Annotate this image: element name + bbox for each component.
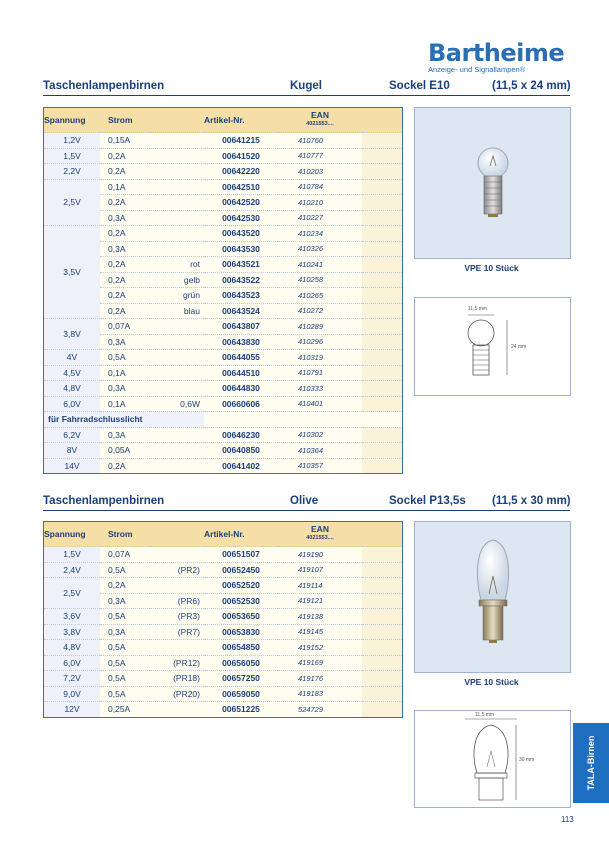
section2-table — [43, 521, 403, 718]
extra-cell — [150, 702, 204, 717]
table-row — [44, 562, 402, 578]
section2-shape: Olive — [290, 495, 319, 507]
article-cell: 00652520 — [204, 578, 278, 594]
ean-cell: 419114 — [278, 578, 362, 594]
voltage-cell: 3,8V — [44, 624, 100, 640]
section1-shape: Kugel — [290, 80, 322, 92]
extra-cell: rot — [150, 257, 204, 273]
filler-cell — [362, 365, 402, 381]
extra-cell — [150, 334, 204, 350]
article-cell: 00643520 — [204, 226, 278, 242]
filler-cell — [362, 334, 402, 350]
ean-cell: 410784 — [278, 179, 362, 195]
voltage-cell: 4,8V — [44, 381, 100, 397]
table-row — [44, 396, 402, 412]
filler-cell — [362, 257, 402, 273]
extra-cell: (PR20) — [150, 686, 204, 702]
ean-cell: 410401 — [278, 396, 362, 412]
col-article: Artikel-Nr. — [204, 522, 278, 547]
col-voltage: Spannung — [44, 522, 100, 547]
current-cell: 0,15A — [100, 133, 150, 149]
article-cell: 00643524 — [204, 303, 278, 319]
table-row — [44, 655, 402, 671]
article-cell: 00644510 — [204, 365, 278, 381]
extra-cell — [150, 365, 204, 381]
col-ean-prefix: 4021553.... — [306, 121, 334, 127]
voltage-cell: 1,5V — [44, 547, 100, 563]
voltage-cell: 2,2V — [44, 164, 100, 180]
article-cell: 00654850 — [204, 640, 278, 656]
article-cell: 00644055 — [204, 350, 278, 366]
ean-cell: 410319 — [278, 350, 362, 366]
ean-cell: 410364 — [278, 443, 362, 459]
extra-cell — [150, 458, 204, 473]
col-current: Strom — [100, 108, 150, 133]
current-cell: 0,2A — [100, 164, 150, 180]
filler-cell — [362, 427, 402, 443]
ean-cell: 410760 — [278, 133, 362, 149]
filler-cell — [362, 303, 402, 319]
brand-logo — [428, 40, 578, 74]
article-cell: 00641402 — [204, 458, 278, 473]
voltage-cell: 2,4V — [44, 562, 100, 578]
dimension-diagram-e10 — [414, 297, 571, 396]
col-ean — [278, 522, 362, 547]
table-row — [44, 640, 402, 656]
extra-cell: (PR12) — [150, 655, 204, 671]
voltage-cell: 2,5V — [44, 179, 100, 226]
filler-cell — [362, 288, 402, 304]
vpe-label-p13: VPE 10 Stück — [464, 677, 519, 687]
extra-cell — [150, 350, 204, 366]
article-cell: 00656050 — [204, 655, 278, 671]
extra-cell — [150, 210, 204, 226]
col-extra — [150, 108, 204, 133]
ean-cell: 410210 — [278, 195, 362, 211]
brand-tagline: Anzeige- und Signallampen® — [428, 65, 526, 74]
filler-cell — [362, 381, 402, 397]
ean-cell: 410241 — [278, 257, 362, 273]
table-row — [44, 427, 402, 443]
extra-cell: (PR7) — [150, 624, 204, 640]
article-cell: 00641520 — [204, 148, 278, 164]
section2-socket: Sockel P13,5s — [389, 495, 466, 507]
ean-cell: 419145 — [278, 624, 362, 640]
extra-cell: (PR2) — [150, 562, 204, 578]
filler-cell — [362, 686, 402, 702]
current-cell: 0,2A — [100, 195, 150, 211]
extra-cell: (PR3) — [150, 609, 204, 625]
filler-cell — [362, 396, 402, 412]
filler-cell — [362, 210, 402, 226]
table-row — [44, 458, 402, 473]
col-current: Strom — [100, 522, 150, 547]
extra-cell — [150, 164, 204, 180]
current-cell: 0,2A — [100, 578, 150, 594]
current-cell: 0,07A — [100, 319, 150, 335]
ean-cell: 410326 — [278, 241, 362, 257]
ean-cell: 410203 — [278, 164, 362, 180]
dim-height-e10: 24 mm — [511, 344, 527, 350]
col-article: Artikel-Nr. — [204, 108, 278, 133]
section1-title: Taschenlampenbirnen — [43, 80, 165, 92]
filler-cell — [362, 443, 402, 459]
dim-height-p13: 30 mm — [519, 757, 535, 763]
col-ean-label: EAN — [311, 110, 329, 120]
filler-cell — [204, 412, 402, 428]
voltage-cell: 4,5V — [44, 365, 100, 381]
ean-cell: 410791 — [278, 365, 362, 381]
current-cell: 0,05A — [100, 443, 150, 459]
col-extra — [150, 522, 204, 547]
extra-cell: 0,6W — [150, 396, 204, 412]
filler-cell — [362, 350, 402, 366]
article-cell: 00641215 — [204, 133, 278, 149]
article-cell: 00640850 — [204, 443, 278, 459]
ean-cell: 419183 — [278, 686, 362, 702]
article-cell: 00643530 — [204, 241, 278, 257]
table-row — [44, 179, 402, 195]
voltage-cell: 6,0V — [44, 396, 100, 412]
current-cell: 0,1A — [100, 179, 150, 195]
section1-socket: Sockel E10 — [389, 80, 450, 92]
section1-rule — [43, 95, 570, 96]
current-cell: 0,5A — [100, 655, 150, 671]
current-cell: 0,07A — [100, 547, 150, 563]
ean-cell: 410258 — [278, 272, 362, 288]
table-row — [44, 624, 402, 640]
filler-cell — [362, 164, 402, 180]
voltage-cell: 6,0V — [44, 655, 100, 671]
bulb-photo-p13 — [414, 521, 571, 673]
table-row — [44, 350, 402, 366]
ean-cell: 524729 — [278, 702, 362, 717]
table-row — [44, 671, 402, 687]
dim-width-p13: 11,5 mm — [475, 712, 495, 718]
current-cell: 0,3A — [100, 210, 150, 226]
ean-cell: 419176 — [278, 671, 362, 687]
article-cell: 00652530 — [204, 593, 278, 609]
ean-cell: 419121 — [278, 593, 362, 609]
filler-cell — [362, 458, 402, 473]
voltage-cell: 3,6V — [44, 609, 100, 625]
ean-cell: 419169 — [278, 655, 362, 671]
filler-cell — [362, 133, 402, 149]
article-cell: 00651225 — [204, 702, 278, 717]
extra-cell — [150, 547, 204, 563]
filler-cell — [362, 671, 402, 687]
ean-cell: 410272 — [278, 303, 362, 319]
extra-cell: (PR18) — [150, 671, 204, 687]
table-row — [44, 702, 402, 717]
section1-size: (11,5 x 24 mm) — [492, 80, 571, 92]
current-cell: 0,3A — [100, 381, 150, 397]
extra-cell — [150, 578, 204, 594]
col-ean-prefix: 4021553.... — [306, 535, 334, 541]
filler-cell — [362, 562, 402, 578]
ean-cell: 410777 — [278, 148, 362, 164]
current-cell: 0,2A — [100, 272, 150, 288]
section2-size: (11,5 x 30 mm) — [492, 495, 571, 507]
current-cell: 0,5A — [100, 686, 150, 702]
voltage-cell: 3,8V — [44, 319, 100, 350]
ean-cell: 410302 — [278, 427, 362, 443]
filler-cell — [362, 272, 402, 288]
article-cell: 00646230 — [204, 427, 278, 443]
current-cell: 0,1A — [100, 365, 150, 381]
article-cell: 00653650 — [204, 609, 278, 625]
ean-cell: 410333 — [278, 381, 362, 397]
current-cell: 0,5A — [100, 562, 150, 578]
current-cell: 0,2A — [100, 458, 150, 473]
filler-cell — [362, 547, 402, 563]
current-cell: 0,3A — [100, 593, 150, 609]
voltage-cell: 14V — [44, 458, 100, 473]
page-number: 113 — [561, 815, 574, 824]
voltage-cell: 1,2V — [44, 133, 100, 149]
extra-cell: grün — [150, 288, 204, 304]
filler-cell — [362, 702, 402, 717]
col-ean-label: EAN — [311, 524, 329, 534]
voltage-cell: 12V — [44, 702, 100, 717]
dim-width-e10: 11,5 mm — [468, 306, 488, 312]
filler-cell — [362, 319, 402, 335]
extra-cell — [150, 443, 204, 459]
bulb-photo-e10 — [414, 107, 571, 259]
current-cell: 0,5A — [100, 350, 150, 366]
extra-cell: blau — [150, 303, 204, 319]
extra-cell — [150, 427, 204, 443]
ean-cell: 410227 — [278, 210, 362, 226]
extra-cell: (PR6) — [150, 593, 204, 609]
filler-cell — [362, 609, 402, 625]
section1-table — [43, 107, 403, 474]
ean-cell: 410296 — [278, 334, 362, 350]
table-row — [44, 148, 402, 164]
subheading-cell: für Fahrradschlusslicht — [44, 412, 204, 428]
table-row — [44, 164, 402, 180]
table-row — [44, 686, 402, 702]
table-row — [44, 578, 402, 594]
current-cell: 0,1A — [100, 396, 150, 412]
extra-cell — [150, 319, 204, 335]
current-cell: 0,5A — [100, 609, 150, 625]
voltage-cell: 4,8V — [44, 640, 100, 656]
ean-cell: 410357 — [278, 458, 362, 473]
table-row — [44, 226, 402, 242]
ean-cell: 410289 — [278, 319, 362, 335]
current-cell: 0,3A — [100, 624, 150, 640]
table-row — [44, 547, 402, 563]
section2-rows — [44, 547, 402, 717]
section2-rule — [43, 510, 570, 511]
article-cell: 00652450 — [204, 562, 278, 578]
voltage-cell: 7,2V — [44, 671, 100, 687]
article-cell: 00660606 — [204, 396, 278, 412]
article-cell: 00642520 — [204, 195, 278, 211]
current-cell: 0,5A — [100, 671, 150, 687]
extra-cell — [150, 640, 204, 656]
voltage-cell: 1,5V — [44, 148, 100, 164]
filler-cell — [362, 226, 402, 242]
article-cell: 00657250 — [204, 671, 278, 687]
filler-cell — [362, 241, 402, 257]
article-cell: 00643523 — [204, 288, 278, 304]
article-cell: 00643807 — [204, 319, 278, 335]
ean-cell: 419190 — [278, 547, 362, 563]
current-cell: 0,2A — [100, 303, 150, 319]
extra-cell — [150, 179, 204, 195]
filler-cell — [362, 593, 402, 609]
ean-cell: 410234 — [278, 226, 362, 242]
extra-cell — [150, 381, 204, 397]
article-cell: 00643522 — [204, 272, 278, 288]
side-tab-label: TALA-Birnen — [586, 735, 596, 791]
ean-cell: 419107 — [278, 562, 362, 578]
article-cell: 00659050 — [204, 686, 278, 702]
current-cell: 0,3A — [100, 334, 150, 350]
filler-cell — [362, 640, 402, 656]
extra-cell — [150, 133, 204, 149]
table-subheading-row — [44, 412, 402, 428]
table-row — [44, 381, 402, 397]
table-row — [44, 443, 402, 459]
article-cell: 00651507 — [204, 547, 278, 563]
current-cell: 0,2A — [100, 257, 150, 273]
ean-cell: 419152 — [278, 640, 362, 656]
ean-cell: 410265 — [278, 288, 362, 304]
extra-cell — [150, 241, 204, 257]
voltage-cell: 6,2V — [44, 427, 100, 443]
voltage-cell: 2,5V — [44, 578, 100, 609]
filler-cell — [362, 578, 402, 594]
section2-title: Taschenlampenbirnen — [43, 495, 165, 507]
ean-cell: 419138 — [278, 609, 362, 625]
voltage-cell: 8V — [44, 443, 100, 459]
col-ean — [278, 108, 362, 133]
section1-rows — [44, 133, 402, 474]
article-cell: 00653830 — [204, 624, 278, 640]
side-tab[interactable] — [573, 723, 609, 803]
article-cell: 00642220 — [204, 164, 278, 180]
voltage-cell: 9,0V — [44, 686, 100, 702]
filler-cell — [362, 655, 402, 671]
filler-cell — [362, 148, 402, 164]
article-cell: 00644830 — [204, 381, 278, 397]
article-cell: 00642510 — [204, 179, 278, 195]
current-cell: 0,25A — [100, 702, 150, 717]
current-cell: 0,2A — [100, 226, 150, 242]
article-cell: 00642530 — [204, 210, 278, 226]
current-cell: 0,2A — [100, 288, 150, 304]
article-cell: 00643830 — [204, 334, 278, 350]
filler-cell — [362, 624, 402, 640]
filler-cell — [362, 195, 402, 211]
table-row — [44, 133, 402, 149]
article-cell: 00643521 — [204, 257, 278, 273]
dimension-diagram-p13 — [414, 710, 571, 808]
table-row — [44, 319, 402, 335]
extra-cell: gelb — [150, 272, 204, 288]
col-voltage: Spannung — [44, 108, 100, 133]
table-row — [44, 365, 402, 381]
brand-name: Bartheime — [428, 39, 565, 67]
current-cell: 0,3A — [100, 241, 150, 257]
vpe-label-e10: VPE 10 Stück — [464, 263, 519, 273]
current-cell: 0,3A — [100, 427, 150, 443]
current-cell: 0,5A — [100, 640, 150, 656]
current-cell: 0,2A — [100, 148, 150, 164]
filler-cell — [362, 179, 402, 195]
voltage-cell: 4V — [44, 350, 100, 366]
table-row — [44, 609, 402, 625]
extra-cell — [150, 195, 204, 211]
extra-cell — [150, 148, 204, 164]
voltage-cell: 3,5V — [44, 226, 100, 319]
extra-cell — [150, 226, 204, 242]
